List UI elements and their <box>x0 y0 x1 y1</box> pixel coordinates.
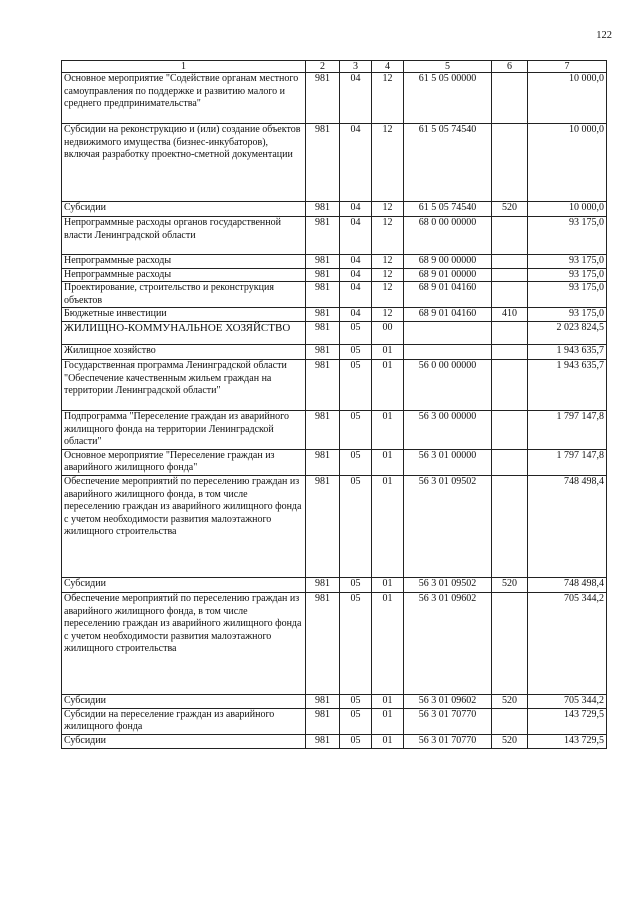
subsection-code: 12 <box>372 282 404 308</box>
grbs-code: 981 <box>306 124 340 202</box>
row-name: Субсидии на реконструкцию и (или) создание объектов недвижимого имущества (бизнес-инкубаторов), включая разработку проектно-сметной документации <box>62 124 306 202</box>
target-article-code: 61 5 05 74540 <box>404 124 492 202</box>
grbs-code: 981 <box>306 308 340 322</box>
expense-type-code: 520 <box>492 577 528 592</box>
target-article-code: 68 9 00 00000 <box>404 255 492 269</box>
amount: 1 943 635,7 <box>528 359 607 410</box>
row-name: Субсидии <box>62 202 306 217</box>
section-code: 04 <box>340 217 372 255</box>
amount: 2 023 824,5 <box>528 321 607 344</box>
grbs-code: 981 <box>306 694 340 708</box>
section-code: 04 <box>340 255 372 269</box>
table-row <box>62 592 607 694</box>
expense-type-code: 520 <box>492 202 528 217</box>
grbs-code: 981 <box>306 217 340 255</box>
row-name: Непрограммные расходы <box>62 255 306 269</box>
section-code: 05 <box>340 694 372 708</box>
row-name: Проектирование, строительство и реконструкция объектов <box>62 282 306 308</box>
expense-type-code <box>492 449 528 475</box>
column-header: 2 <box>306 61 340 73</box>
amount: 143 729,5 <box>528 708 607 734</box>
expense-type-code: 410 <box>492 308 528 322</box>
grbs-code: 981 <box>306 321 340 344</box>
subsection-code: 01 <box>372 359 404 410</box>
section-code: 05 <box>340 321 372 344</box>
target-article-code: 68 9 01 00000 <box>404 268 492 282</box>
table-row <box>62 217 607 255</box>
section-code: 04 <box>340 282 372 308</box>
grbs-code: 981 <box>306 282 340 308</box>
grbs-code: 981 <box>306 592 340 694</box>
target-article-code: 68 9 01 04160 <box>404 282 492 308</box>
grbs-code: 981 <box>306 73 340 124</box>
section-code: 04 <box>340 73 372 124</box>
row-name: Жилищное хозяйство <box>62 344 306 359</box>
subsection-code: 12 <box>372 124 404 202</box>
row-name: Обеспечение мероприятий по переселению граждан из аварийного жилищного фонда, в том числе переселению граждан из аварийного жилищного фонда с учетом необходимости развития малоэтажного жилищного строительства <box>62 475 306 577</box>
expense-type-code <box>492 708 528 734</box>
table-row <box>62 359 607 410</box>
subsection-code: 12 <box>372 268 404 282</box>
section-code: 05 <box>340 344 372 359</box>
expense-type-code: 520 <box>492 694 528 708</box>
subsection-code: 01 <box>372 592 404 694</box>
section-code: 05 <box>340 734 372 748</box>
subsection-code: 12 <box>372 255 404 269</box>
row-name: Основное мероприятие "Содействие органам местного самоуправления по поддержке и развитию малого и среднего предпринимательства" <box>62 73 306 124</box>
amount: 10 000,0 <box>528 124 607 202</box>
target-article-code: 56 3 01 00000 <box>404 449 492 475</box>
row-name: Непрограммные расходы <box>62 268 306 282</box>
section-code: 05 <box>340 359 372 410</box>
grbs-code: 981 <box>306 359 340 410</box>
column-header: 5 <box>404 61 492 73</box>
row-name: Непрограммные расходы органов государственной власти Ленинградской области <box>62 217 306 255</box>
row-name: Субсидии <box>62 734 306 748</box>
expense-type-code <box>492 282 528 308</box>
target-article-code <box>404 344 492 359</box>
table-row <box>62 282 607 308</box>
table-row <box>62 268 607 282</box>
table-row <box>62 410 607 449</box>
amount: 1 943 635,7 <box>528 344 607 359</box>
amount: 93 175,0 <box>528 255 607 269</box>
grbs-code: 981 <box>306 734 340 748</box>
target-article-code: 61 5 05 74540 <box>404 202 492 217</box>
section-code: 05 <box>340 449 372 475</box>
column-header: 6 <box>492 61 528 73</box>
target-article-code: 56 3 01 70770 <box>404 734 492 748</box>
amount: 143 729,5 <box>528 734 607 748</box>
section-code: 04 <box>340 308 372 322</box>
table-row <box>62 321 607 344</box>
target-article-code: 56 3 01 09602 <box>404 694 492 708</box>
amount: 748 498,4 <box>528 577 607 592</box>
table-row <box>62 694 607 708</box>
section-code: 05 <box>340 577 372 592</box>
expense-type-code <box>492 344 528 359</box>
table-row <box>62 708 607 734</box>
table-row <box>62 577 607 592</box>
table-row <box>62 124 607 202</box>
column-header: 3 <box>340 61 372 73</box>
grbs-code: 981 <box>306 255 340 269</box>
table-row <box>62 475 607 577</box>
grbs-code: 981 <box>306 202 340 217</box>
amount: 1 797 147,8 <box>528 449 607 475</box>
expense-type-code <box>492 359 528 410</box>
amount: 93 175,0 <box>528 308 607 322</box>
target-article-code: 56 0 00 00000 <box>404 359 492 410</box>
target-article-code: 56 3 01 09502 <box>404 475 492 577</box>
subsection-code: 01 <box>372 475 404 577</box>
row-name: Государственная программа Ленинградской области "Обеспечение качественным жильем граждан на территории Ленинградской области" <box>62 359 306 410</box>
amount: 10 000,0 <box>528 73 607 124</box>
table-row <box>62 344 607 359</box>
section-code: 05 <box>340 410 372 449</box>
table-row <box>62 73 607 124</box>
subsection-code: 01 <box>372 708 404 734</box>
row-name: Подпрограмма "Переселение граждан из аварийного жилищного фонда на территории Ленинградской области" <box>62 410 306 449</box>
table-row <box>62 255 607 269</box>
column-number-row <box>62 61 607 73</box>
page-number: 122 <box>596 30 612 41</box>
subsection-code: 12 <box>372 202 404 217</box>
subsection-code: 01 <box>372 410 404 449</box>
amount: 748 498,4 <box>528 475 607 577</box>
subsection-code: 01 <box>372 734 404 748</box>
target-article-code: 56 3 01 09602 <box>404 592 492 694</box>
row-name: Обеспечение мероприятий по переселению граждан из аварийного жилищного фонда, в том числе переселению граждан из аварийного жилищного фонда с учетом необходимости развития малоэтажного жилищного строительства <box>62 592 306 694</box>
subsection-code: 12 <box>372 308 404 322</box>
column-header: 1 <box>62 61 306 73</box>
amount: 705 344,2 <box>528 694 607 708</box>
subsection-code: 12 <box>372 73 404 124</box>
target-article-code: 56 3 01 09502 <box>404 577 492 592</box>
expense-type-code: 520 <box>492 734 528 748</box>
amount: 93 175,0 <box>528 217 607 255</box>
grbs-code: 981 <box>306 708 340 734</box>
amount: 10 000,0 <box>528 202 607 217</box>
target-article-code: 68 0 00 00000 <box>404 217 492 255</box>
section-code: 05 <box>340 708 372 734</box>
target-article-code: 56 3 01 70770 <box>404 708 492 734</box>
grbs-code: 981 <box>306 577 340 592</box>
subsection-code: 01 <box>372 577 404 592</box>
section-code: 04 <box>340 268 372 282</box>
grbs-code: 981 <box>306 475 340 577</box>
table-row <box>62 734 607 748</box>
grbs-code: 981 <box>306 344 340 359</box>
grbs-code: 981 <box>306 268 340 282</box>
row-name: Субсидии на переселение граждан из аварийного жилищного фонда <box>62 708 306 734</box>
target-article-code: 56 3 00 00000 <box>404 410 492 449</box>
expense-type-code <box>492 321 528 344</box>
expense-type-code <box>492 410 528 449</box>
row-name: Основное мероприятие "Переселение граждан из аварийного жилищного фонда" <box>62 449 306 475</box>
column-header: 4 <box>372 61 404 73</box>
subsection-code: 01 <box>372 449 404 475</box>
grbs-code: 981 <box>306 449 340 475</box>
expense-type-code <box>492 73 528 124</box>
target-article-code: 61 5 05 00000 <box>404 73 492 124</box>
row-name: Бюджетные инвестиции <box>62 308 306 322</box>
amount: 93 175,0 <box>528 268 607 282</box>
grbs-code: 981 <box>306 410 340 449</box>
row-name: Субсидии <box>62 577 306 592</box>
amount: 1 797 147,8 <box>528 410 607 449</box>
subsection-code: 00 <box>372 321 404 344</box>
subsection-code: 01 <box>372 694 404 708</box>
table-row <box>62 308 607 322</box>
target-article-code <box>404 321 492 344</box>
subsection-code: 12 <box>372 217 404 255</box>
expense-type-code <box>492 475 528 577</box>
amount: 705 344,2 <box>528 592 607 694</box>
budget-table <box>61 60 607 749</box>
row-name: ЖИЛИЩНО-КОММУНАЛЬНОЕ ХОЗЯЙСТВО <box>62 321 306 344</box>
section-code: 04 <box>340 124 372 202</box>
column-header: 7 <box>528 61 607 73</box>
section-code: 05 <box>340 475 372 577</box>
expense-type-code <box>492 217 528 255</box>
subsection-code: 01 <box>372 344 404 359</box>
expense-type-code <box>492 268 528 282</box>
amount: 93 175,0 <box>528 282 607 308</box>
table-row <box>62 449 607 475</box>
target-article-code: 68 9 01 04160 <box>404 308 492 322</box>
section-code: 05 <box>340 592 372 694</box>
table-row <box>62 202 607 217</box>
row-name: Субсидии <box>62 694 306 708</box>
expense-type-code <box>492 255 528 269</box>
expense-type-code <box>492 592 528 694</box>
expense-type-code <box>492 124 528 202</box>
section-code: 04 <box>340 202 372 217</box>
